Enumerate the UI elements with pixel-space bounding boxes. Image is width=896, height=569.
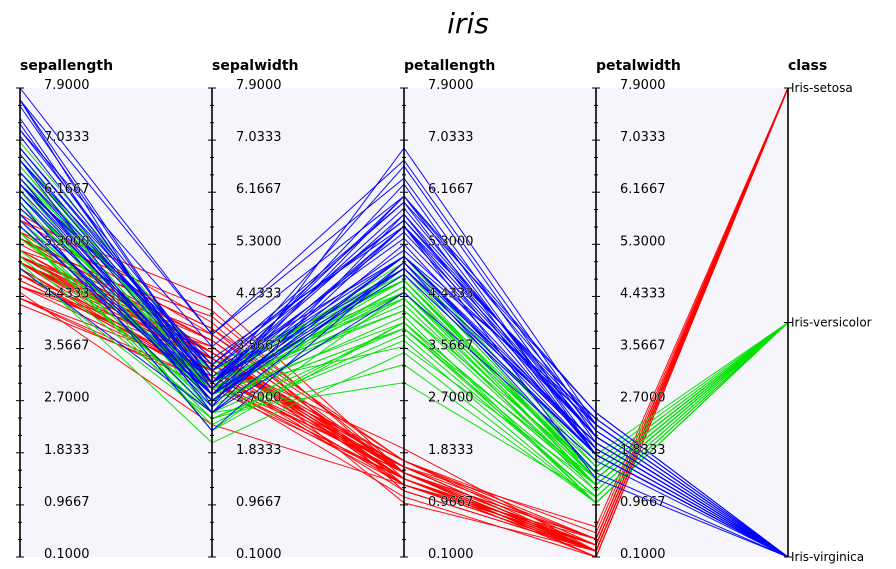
tick-label: 5.3000 xyxy=(236,234,282,250)
tick-label: 7.9000 xyxy=(44,78,90,93)
tick-label: 6.1667 xyxy=(620,182,666,198)
tick-label: 6.1667 xyxy=(44,182,90,198)
tick-label: 5.3000 xyxy=(44,234,90,250)
axis-name: sepallength xyxy=(20,58,114,74)
tick-label: 4.4333 xyxy=(236,286,282,302)
axis-name: petalwidth xyxy=(596,58,681,74)
tick-label: 0.9667 xyxy=(428,494,474,510)
tick-label: 2.7000 xyxy=(44,390,90,406)
tick-label: 0.9667 xyxy=(620,494,666,510)
tick-label: 0.9667 xyxy=(236,494,282,510)
tick-label: 2.7000 xyxy=(428,390,474,406)
tick-label: 4.4333 xyxy=(620,286,666,302)
tick-label: 1.8333 xyxy=(620,442,666,458)
tick-label: 7.0333 xyxy=(236,130,282,146)
tick-label: 0.1000 xyxy=(44,547,90,562)
tick-label: 6.1667 xyxy=(236,182,282,198)
axis-name: petallength xyxy=(404,58,496,74)
tick-label: 4.4333 xyxy=(428,286,474,302)
class-label: Iris-virginica xyxy=(791,550,865,564)
tick-label: 3.5667 xyxy=(428,338,474,354)
tick-label: 1.8333 xyxy=(44,442,90,458)
tick-label: 1.8333 xyxy=(236,442,282,458)
tick-label: 4.4333 xyxy=(44,286,90,302)
chart-title: iris xyxy=(447,7,489,40)
tick-label: 5.3000 xyxy=(428,234,474,250)
tick-label: 3.5667 xyxy=(44,338,90,354)
tick-label: 2.7000 xyxy=(236,390,282,406)
class-label: Iris-setosa xyxy=(791,81,853,95)
tick-label: 0.1000 xyxy=(428,547,474,562)
tick-label: 5.3000 xyxy=(620,234,666,250)
tick-label: 0.9667 xyxy=(44,494,90,510)
tick-label: 7.9000 xyxy=(620,78,666,93)
tick-label: 0.1000 xyxy=(620,547,666,562)
tick-label: 7.0333 xyxy=(620,130,666,146)
class-label: Iris-versicolor xyxy=(791,315,872,330)
axis-name: sepalwidth xyxy=(212,58,299,74)
tick-label: 3.5667 xyxy=(236,338,282,354)
tick-label: 7.9000 xyxy=(236,78,282,93)
tick-label: 2.7000 xyxy=(620,390,666,406)
tick-label: 0.1000 xyxy=(236,547,282,562)
tick-label: 6.1667 xyxy=(428,182,474,198)
tick-label: 7.9000 xyxy=(428,78,474,93)
class-axis-name: class xyxy=(788,58,828,74)
tick-label: 7.0333 xyxy=(428,130,474,146)
tick-label: 7.0333 xyxy=(44,130,90,146)
tick-label: 3.5667 xyxy=(620,338,666,354)
tick-label: 1.8333 xyxy=(428,442,474,458)
